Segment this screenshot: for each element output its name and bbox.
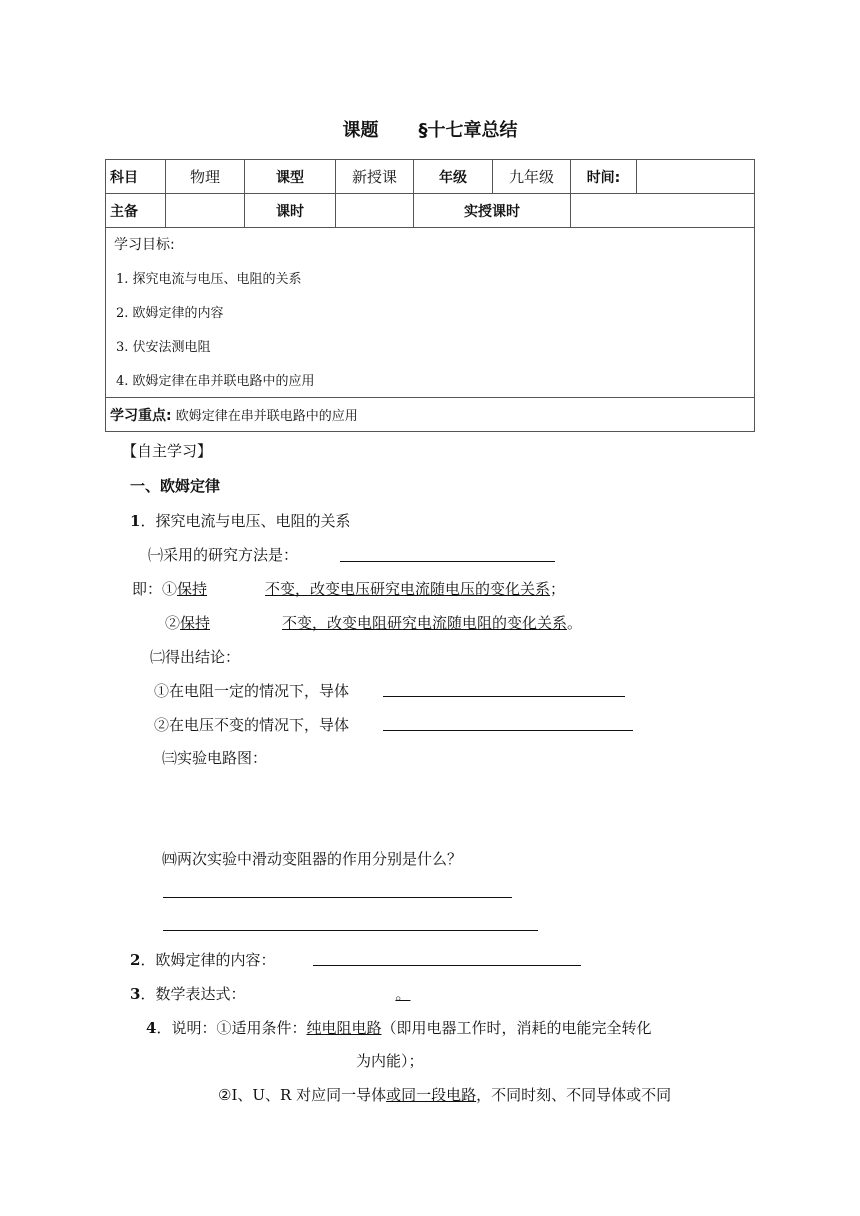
- lesson-title: [0, 116, 860, 142]
- question-text: ．数学表达式：: [140, 985, 246, 1003]
- line-end: 。: [567, 614, 583, 632]
- table-row: [106, 160, 755, 194]
- hours-value: [336, 194, 414, 228]
- answer-blank: [383, 696, 625, 697]
- note-circuit: 同一段电路: [401, 1086, 477, 1104]
- note-prefix: ②I、U、R 对应同一导体: [218, 1086, 387, 1104]
- answer-blank: [340, 561, 555, 562]
- keep-text: 保持: [177, 580, 208, 598]
- line-end: 。: [395, 985, 411, 1003]
- question-number: 3: [130, 985, 141, 1003]
- rheostat-question: ㈣两次实验中滑动变阻器的作用分别是什么？: [162, 850, 463, 868]
- question-4-continued: 为内能）；: [356, 1052, 424, 1070]
- question-2: [130, 949, 275, 970]
- question-number: 1: [130, 512, 141, 530]
- question-number: 4: [146, 1019, 157, 1037]
- preparer-label: 主备: [106, 194, 166, 228]
- condition-text: 纯电阻电路: [306, 1019, 382, 1037]
- question-1: [130, 510, 350, 531]
- table-row: [106, 398, 755, 432]
- note-2: [218, 1084, 671, 1105]
- subject-label: 科目: [106, 160, 166, 194]
- grade-label: 年级: [414, 160, 493, 194]
- method-line-2: [165, 612, 582, 633]
- section-heading: 一、欧姆定律: [130, 477, 221, 495]
- keep-text: 保持: [180, 614, 211, 632]
- method-line-1: [132, 578, 565, 599]
- table-row: [106, 194, 755, 228]
- question-number: 2: [130, 951, 141, 969]
- title-text: §十七章总结: [418, 120, 518, 141]
- lesson-info-table: [105, 159, 755, 432]
- goals-cell: [106, 228, 755, 398]
- answer-blank: [163, 930, 538, 931]
- research-method-text: ㈠采用的研究方法是：: [148, 546, 299, 564]
- goal-item: 2. 欧姆定律的内容: [116, 306, 224, 321]
- note-or: 或: [386, 1086, 402, 1104]
- table-row: [106, 228, 755, 398]
- self-study-heading: 【自主学习】: [122, 442, 213, 460]
- line-prefix: 即：①: [132, 580, 178, 598]
- vary-text: 不变，改变电阻研究电流随电阻的变化关系: [282, 614, 568, 632]
- title-label: 课题: [342, 120, 379, 141]
- grade-value: 九年级: [493, 160, 571, 194]
- condition-rest: （即用电器工作时，消耗的电能完全转化: [381, 1019, 652, 1037]
- line-prefix: ②: [165, 614, 181, 632]
- answer-blank: [163, 897, 512, 898]
- question-text: ．说明：①适用条件：: [156, 1019, 307, 1037]
- type-value: 新授课: [336, 160, 414, 194]
- subject-value: 物理: [166, 160, 245, 194]
- answer-blank: [313, 965, 581, 966]
- vary-text: 不变，改变电压研究电流随电压的变化关系: [265, 580, 551, 598]
- focus-text: 欧姆定律在串并联电路中的应用: [175, 408, 358, 424]
- focus-label: 学习重点:: [110, 407, 172, 424]
- time-label: 时间:: [571, 160, 637, 194]
- actual-hours-label: 实授课时: [414, 194, 571, 228]
- conclusion-heading: ㈡得出结论：: [150, 648, 241, 666]
- conclusion-2: ②在电压不变的情况下，导体: [154, 716, 350, 734]
- note-rest: ，不同时刻、不同导体或不同: [476, 1086, 672, 1104]
- type-label: 课型: [245, 160, 336, 194]
- goal-item: 3. 伏安法测电阻: [116, 340, 211, 355]
- actual-hours-value: [571, 194, 755, 228]
- hours-label: 课时: [245, 194, 336, 228]
- goal-item: 4. 欧姆定律在串并联电路中的应用: [116, 374, 315, 389]
- circuit-diagram-heading: ㈢实验电路图：: [162, 749, 268, 767]
- preparer-value: [166, 194, 245, 228]
- time-value: [637, 160, 755, 194]
- goal-item: 1. 探究电流与电压、电阻的关系: [116, 272, 302, 287]
- focus-cell: [106, 398, 755, 432]
- line-end: ；: [550, 580, 566, 598]
- conclusion-1: ①在电阻一定的情况下，导体: [154, 682, 350, 700]
- question-3: [130, 983, 418, 1004]
- question-text: ．探究电流与电压、电阻的关系: [140, 512, 351, 530]
- question-4: [146, 1017, 651, 1038]
- goals-heading: 学习目标:: [114, 237, 175, 253]
- question-text: ．欧姆定律的内容：: [140, 951, 276, 969]
- answer-blank: [383, 730, 633, 731]
